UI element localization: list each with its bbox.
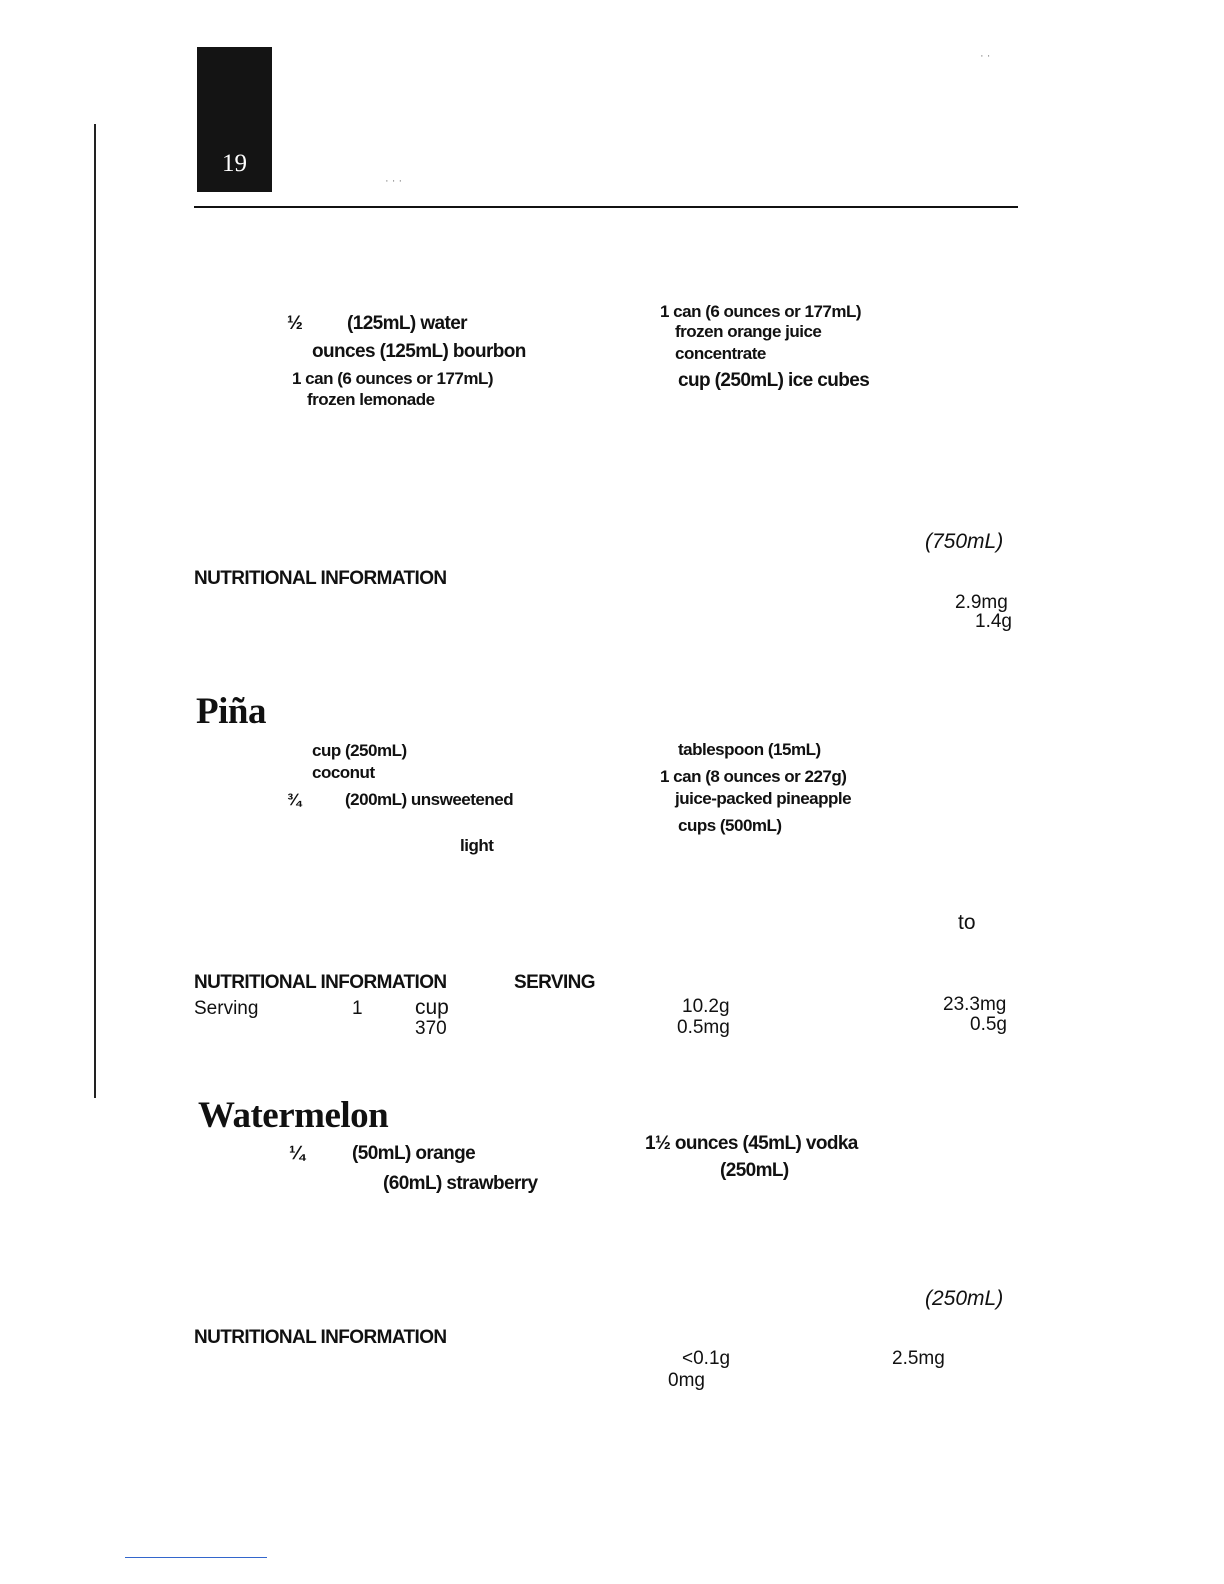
nutrition-value: 2.5mg	[892, 1348, 945, 1369]
ingredient: 1½ ounces (45mL) vodka	[645, 1133, 858, 1154]
ingredient-qty: ¼	[289, 1143, 305, 1164]
ingredient-qty: ½	[287, 313, 303, 334]
text-fragment: to	[958, 911, 976, 934]
nutrition-value: 23.3mg	[943, 994, 1007, 1015]
header-rule	[194, 206, 1018, 208]
serving-unit: cup	[415, 996, 449, 1019]
yield: (250mL)	[925, 1287, 1004, 1310]
nutrition-value: 10.2g	[682, 996, 730, 1017]
ingredient: coconut	[312, 763, 375, 782]
nutrition-heading: NUTRITIONAL INFORMATION	[194, 972, 447, 993]
ingredient-qty: ¾	[287, 790, 301, 809]
ingredient: juice-packed pineapple	[675, 789, 852, 808]
nutrition-per-serving: SERVING	[514, 972, 595, 993]
ingredient: frozen orange juice	[675, 322, 822, 341]
serving-qty: 1	[352, 998, 363, 1019]
ingredient: 1 can (8 ounces or 227g)	[660, 767, 847, 786]
ingredient: (50mL) orange	[352, 1143, 476, 1164]
nutrition-value: 0.5mg	[677, 1017, 730, 1038]
bottom-link-underline	[125, 1557, 267, 1558]
ingredient: (125mL) water	[347, 313, 467, 334]
ingredient: cup (250mL) ice cubes	[678, 370, 870, 391]
recipe-title: Watermelon	[198, 1095, 389, 1136]
scan-speck: · · ·	[385, 175, 403, 187]
ingredient: cup (250mL)	[312, 741, 407, 760]
ingredient: tablespoon (15mL)	[678, 740, 821, 759]
ingredient: cups (500mL)	[678, 816, 782, 835]
recipe-title: Piña	[196, 691, 266, 732]
yield: (750mL)	[925, 530, 1004, 553]
calories: 370	[415, 1018, 447, 1039]
ingredient: 1 can (6 ounces or 177mL)	[660, 302, 862, 321]
nutrition-heading: NUTRITIONAL INFORMATION	[194, 568, 447, 589]
ingredient: frozen lemonade	[307, 390, 435, 409]
page-number: 19	[222, 150, 247, 177]
nutrition-value: 1.4g	[975, 611, 1012, 632]
ingredient: light	[460, 836, 494, 855]
ingredient: (200mL) unsweetened	[345, 790, 514, 809]
scan-speck: · ·	[980, 50, 991, 62]
ingredient: (250mL)	[720, 1160, 789, 1181]
ingredient: ounces (125mL) bourbon	[312, 341, 526, 362]
nutrition-value: 2.9mg	[955, 592, 1008, 613]
serving-label: Serving	[194, 998, 259, 1019]
ingredient: concentrate	[675, 344, 766, 363]
ingredient: 1 can (6 ounces or 177mL)	[292, 369, 494, 388]
nutrition-heading: NUTRITIONAL INFORMATION	[194, 1327, 447, 1348]
left-margin-rule	[94, 124, 96, 1098]
ingredient: (60mL) strawberry	[383, 1173, 538, 1194]
nutrition-value: 0.5g	[970, 1014, 1007, 1035]
nutrition-value: 0mg	[668, 1370, 705, 1391]
nutrition-value: <0.1g	[682, 1348, 731, 1369]
